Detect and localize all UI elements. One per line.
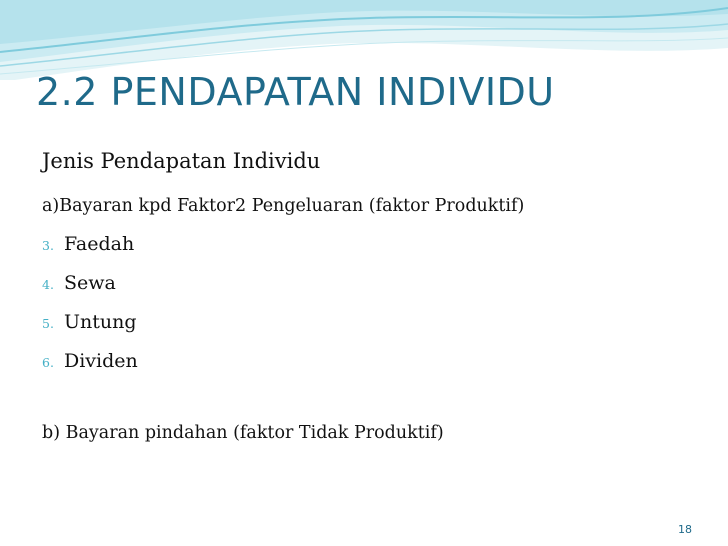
list-number: 5. <box>42 316 54 331</box>
item-a-text: a)Bayaran kpd Faktor2 Pengeluaran (faktor Produktif) <box>42 196 525 216</box>
list-item <box>42 233 138 272</box>
page-title: 2.2 PENDAPATAN INDIVIDU <box>36 70 555 114</box>
item-b-text: b) Bayaran pindahan (faktor Tidak Produktif) <box>42 423 444 443</box>
list-item <box>42 311 138 350</box>
decorative-wave-band <box>0 0 728 80</box>
list-item <box>42 272 138 311</box>
section-heading: Jenis Pendapatan Individu <box>42 149 321 173</box>
page-number: 18 <box>678 523 692 536</box>
list-item-text: Dividen <box>64 350 138 372</box>
list-number: 4. <box>42 277 54 292</box>
list-item-text: Untung <box>64 311 137 333</box>
list-item-text: Faedah <box>64 233 135 255</box>
list-item-text: Sewa <box>64 272 116 294</box>
list-number: 6. <box>42 355 54 370</box>
income-list <box>42 233 138 389</box>
list-number: 3. <box>42 238 54 253</box>
list-item <box>42 350 138 389</box>
